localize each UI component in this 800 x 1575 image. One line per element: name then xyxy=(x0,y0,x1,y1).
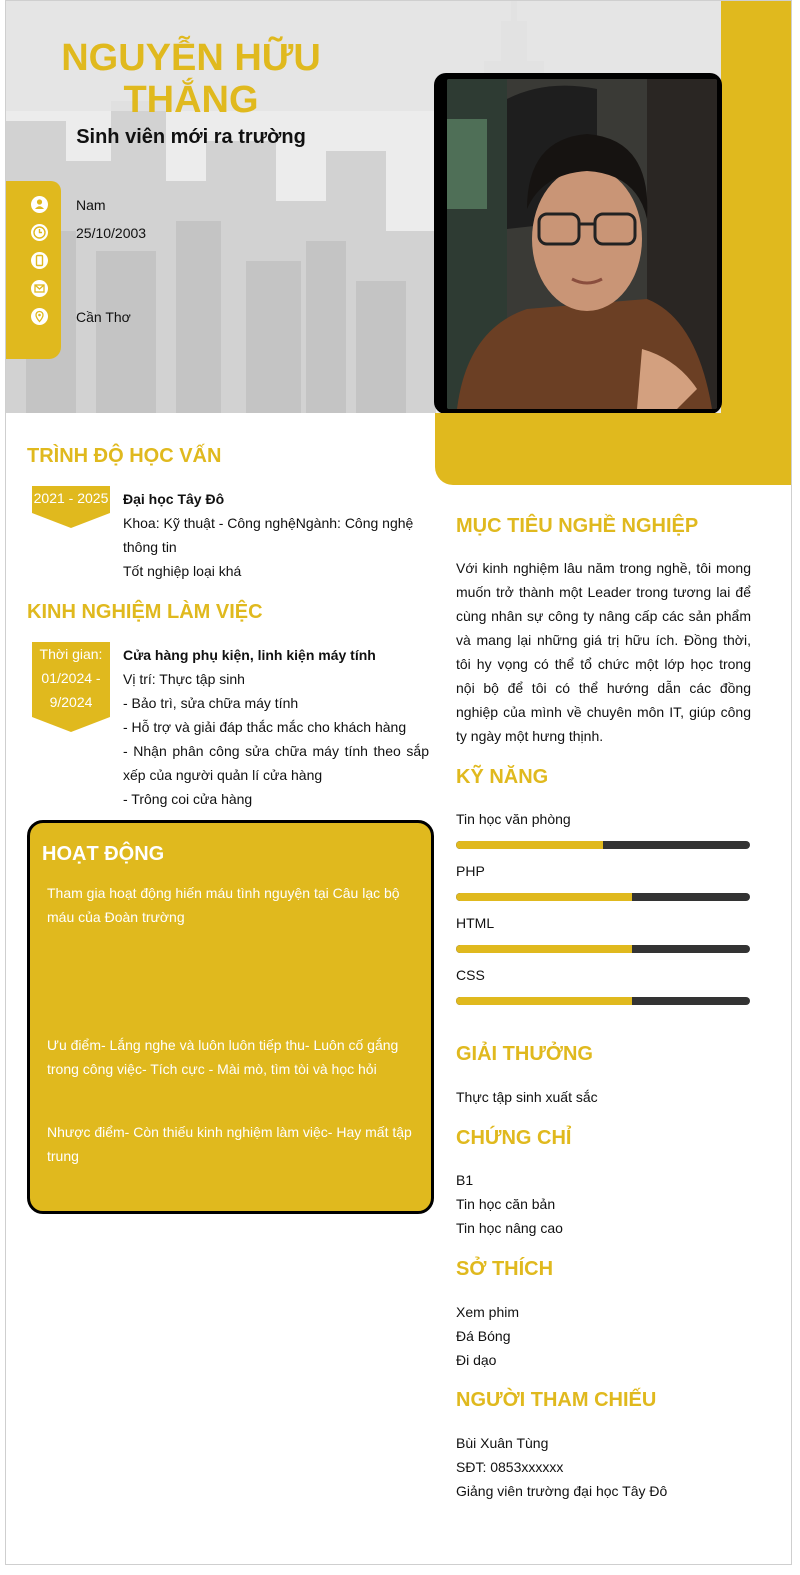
profile-photo xyxy=(447,79,717,409)
header-background xyxy=(6,1,792,413)
contact-birthdate: 25/10/2003 xyxy=(76,225,147,241)
contact-address: Cần Thơ xyxy=(76,309,131,325)
certificate-item: B1 xyxy=(456,1172,474,1188)
skill-bar xyxy=(456,893,750,901)
experience-company: Cửa hàng phụ kiện, linh kiện máy tính xyxy=(123,647,376,663)
hobby-item: Đá Bóng xyxy=(456,1328,511,1344)
tag-arrow xyxy=(32,513,110,528)
reference-item: Giảng viên trường đại học Tây Đô xyxy=(456,1483,668,1499)
objective-text: Với kinh nghiệm lâu năm trong nghề, tôi mong muốn trở thành một Leader trong tương lai để cùng nhân sự công ty nâng cấp các sản phẩm và mang lại những giá trị hữu ích. Đồng thời, tôi hy vọng có thể tổ chức một lớp học trong nội bộ để tôi có thể hướng dẫn các đồng nghiệp của mình về chuyên môn IT, giúp công ty ngày một hưng thịnh. xyxy=(456,560,751,744)
cv-page xyxy=(5,0,792,1565)
candidate-name: NGUYỄN HỮU THẮNG xyxy=(61,37,321,121)
skill-bar-fill xyxy=(456,945,632,953)
skill-bar xyxy=(456,841,750,849)
email-icon xyxy=(31,280,48,297)
education-heading: TRÌNH ĐỘ HỌC VẤN xyxy=(27,445,222,467)
experience-period-tag xyxy=(32,642,110,717)
objective-heading: MỤC TIÊU NGHỀ NGHIỆP xyxy=(456,515,699,537)
contact-icon-bar xyxy=(6,181,61,359)
skills-heading: KỸ NĂNG xyxy=(456,766,549,788)
skill-bar-fill xyxy=(456,997,632,1005)
experience-duty: - Nhận phân công sửa chữa máy tính theo sắp xếp của người quản lí cửa hàng xyxy=(123,743,429,783)
certificate-item: Tin học căn bản xyxy=(456,1196,556,1212)
tag-arrow xyxy=(32,717,110,732)
hobbies-heading: SỞ THÍCH xyxy=(456,1258,554,1280)
gold-accent-band xyxy=(721,1,792,413)
contact-gender: Nam xyxy=(76,197,106,213)
education-period-tag xyxy=(32,486,110,513)
education-major: Khoa: Kỹ thuật - Công nghệNgành: Công nghệ thông tin xyxy=(123,515,414,555)
experience-duty: - Trông coi cửa hàng xyxy=(123,791,253,807)
location-icon xyxy=(31,308,48,325)
reference-item: Bùi Xuân Tùng xyxy=(456,1435,549,1451)
education-result: Tốt nghiệp loại khá xyxy=(123,563,242,579)
skill-bar xyxy=(456,945,750,953)
skill-label: PHP xyxy=(456,863,485,879)
skill-label: Tin học văn phòng xyxy=(456,811,571,827)
gold-accent-base xyxy=(435,413,792,485)
skill-label: HTML xyxy=(456,915,495,931)
user-icon xyxy=(31,196,48,213)
education-period: 2021 - 2025 xyxy=(33,490,109,506)
skill-bar-fill xyxy=(456,893,632,901)
experience-duty: - Hỗ trợ và giải đáp thắc mắc cho khách hàng xyxy=(123,719,407,735)
certificates-heading: CHỨNG CHỈ xyxy=(456,1127,572,1149)
phone-icon xyxy=(31,252,48,269)
certificate-item: Tin học nâng cao xyxy=(456,1220,563,1236)
reference-item: SĐT: 0853xxxxxx xyxy=(456,1459,564,1475)
candidate-title: Sinh viên mới ra trường xyxy=(76,126,306,148)
experience-position: Vị trí: Thực tập sinh xyxy=(123,671,245,687)
skill-label: CSS xyxy=(456,967,485,983)
skill-bar-fill xyxy=(456,841,603,849)
awards-heading: GIẢI THƯỞNG xyxy=(456,1043,593,1065)
experience-heading: KINH NGHIỆM LÀM VIỆC xyxy=(27,601,263,623)
education-school: Đại học Tây Đô xyxy=(123,491,225,507)
activities-weaknesses: Nhược điểm- Còn thiếu kinh nghiệm làm việc- Hay mất tập trung xyxy=(47,1124,412,1164)
award-item: Thực tập sinh xuất sắc xyxy=(456,1089,598,1105)
activities-box xyxy=(27,820,434,1214)
activities-text: Tham gia hoạt động hiến máu tình nguyện tại Câu lạc bộ máu của Đoàn trường xyxy=(47,885,400,925)
clock-icon xyxy=(31,224,48,241)
activities-heading: HOẠT ĐỘNG xyxy=(42,843,165,865)
references-heading: NGƯỜI THAM CHIẾU xyxy=(456,1389,657,1411)
hobby-item: Đi dạo xyxy=(456,1352,497,1368)
skill-bar xyxy=(456,997,750,1005)
hobby-item: Xem phim xyxy=(456,1304,520,1320)
experience-duty: - Bảo trì, sửa chữa máy tính xyxy=(123,695,299,711)
experience-period: Thời gian: 01/2024 - 9/2024 xyxy=(39,646,103,710)
activities-strengths: Ưu điểm- Lắng nghe và luôn luôn tiếp thu- Luôn cố gắng trong công việc- Tích cực - Mài mò, tìm tòi và học hỏi xyxy=(47,1037,399,1077)
